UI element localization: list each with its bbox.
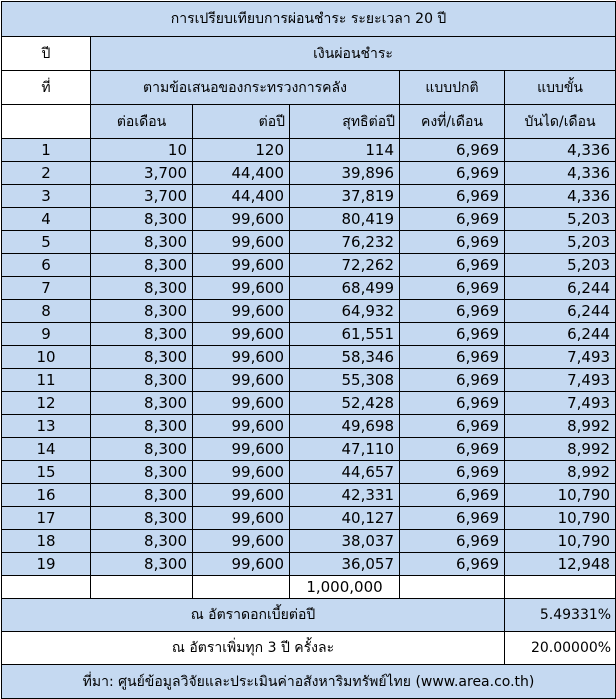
cell-per-year: 99,600	[193, 231, 290, 254]
cell-per-year: 99,600	[193, 369, 290, 392]
table-row	[2, 392, 616, 415]
cell-per-year: 99,600	[193, 208, 290, 231]
table-row	[2, 346, 616, 369]
cell-step: 4,336	[505, 139, 616, 162]
cell-year: 15	[2, 461, 91, 484]
cell-net-per-year: 37,819	[290, 185, 400, 208]
cell-per-month: 8,300	[91, 323, 193, 346]
table-row	[2, 553, 616, 576]
cell-net-per-year: 80,419	[290, 208, 400, 231]
year-header-line2: ที่	[2, 71, 91, 105]
table-row	[2, 323, 616, 346]
cell-per-month: 3,700	[91, 162, 193, 185]
cell-per-year: 120	[193, 139, 290, 162]
cell-year: 16	[2, 484, 91, 507]
cell-net-per-year: 61,551	[290, 323, 400, 346]
cell-per-month: 8,300	[91, 346, 193, 369]
cell-per-year: 99,600	[193, 553, 290, 576]
cell-step: 7,493	[505, 369, 616, 392]
cell-net-per-year: 47,110	[290, 438, 400, 461]
cell-per-month: 8,300	[91, 484, 193, 507]
cell-per-year: 99,600	[193, 438, 290, 461]
table-title: การเปรียบเทียบการผ่อนชำระ ระยะเวลา 20 ปี	[2, 2, 616, 37]
cell-normal: 6,969	[400, 231, 505, 254]
cell-per-month: 3,700	[91, 185, 193, 208]
cell-year: 1	[2, 139, 91, 162]
cell-year: 7	[2, 277, 91, 300]
cell-per-month: 8,300	[91, 438, 193, 461]
cell-per-month: 8,300	[91, 530, 193, 553]
cell-step: 5,203	[505, 254, 616, 277]
cell-per-year: 99,600	[193, 461, 290, 484]
per-year-header: ต่อปี	[193, 105, 290, 139]
total-blank-month	[91, 576, 193, 599]
cell-year: 5	[2, 231, 91, 254]
year-header-blank	[2, 105, 91, 139]
normal-header-line2: คงที่/เดือน	[400, 105, 505, 139]
table-row	[2, 484, 616, 507]
cell-normal: 6,969	[400, 185, 505, 208]
cell-net-per-year: 76,232	[290, 231, 400, 254]
cell-year: 11	[2, 369, 91, 392]
cell-year: 12	[2, 392, 91, 415]
normal-header-line1: แบบปกติ	[400, 71, 505, 105]
cell-per-year: 99,600	[193, 415, 290, 438]
cell-net-per-year: 42,331	[290, 484, 400, 507]
cell-year: 3	[2, 185, 91, 208]
cell-net-per-year: 58,346	[290, 346, 400, 369]
cell-per-month: 8,300	[91, 277, 193, 300]
cell-normal: 6,969	[400, 300, 505, 323]
cell-per-month: 8,300	[91, 208, 193, 231]
cell-normal: 6,969	[400, 392, 505, 415]
increase-rate-value: 20.00000%	[505, 632, 616, 665]
cell-normal: 6,969	[400, 369, 505, 392]
cell-normal: 6,969	[400, 461, 505, 484]
cell-year: 14	[2, 438, 91, 461]
cell-per-year: 99,600	[193, 484, 290, 507]
interest-rate-label: ณ อัตราดอกเบี้ยต่อปี	[2, 599, 505, 632]
total-blank-year	[2, 576, 91, 599]
table-row	[2, 208, 616, 231]
cell-net-per-year: 72,262	[290, 254, 400, 277]
step-header-line2: บันได/เดือน	[505, 105, 616, 139]
cell-step: 6,244	[505, 300, 616, 323]
cell-per-month: 8,300	[91, 369, 193, 392]
comparison-table	[1, 1, 616, 699]
cell-normal: 6,969	[400, 346, 505, 369]
cell-per-month: 8,300	[91, 461, 193, 484]
cell-normal: 6,969	[400, 254, 505, 277]
cell-net-per-year: 49,698	[290, 415, 400, 438]
table-row	[2, 162, 616, 185]
step-header-line1: แบบขั้น	[505, 71, 616, 105]
cell-net-per-year: 38,037	[290, 530, 400, 553]
cell-per-year: 99,600	[193, 392, 290, 415]
cell-step: 7,493	[505, 392, 616, 415]
cell-normal: 6,969	[400, 277, 505, 300]
cell-step: 7,493	[505, 346, 616, 369]
cell-year: 4	[2, 208, 91, 231]
cell-step: 8,992	[505, 438, 616, 461]
cell-year: 8	[2, 300, 91, 323]
cell-year: 9	[2, 323, 91, 346]
cell-step: 8,992	[505, 415, 616, 438]
cell-per-month: 8,300	[91, 415, 193, 438]
cell-per-year: 99,600	[193, 300, 290, 323]
total-blank-normal	[400, 576, 505, 599]
cell-step: 4,336	[505, 162, 616, 185]
cell-net-per-year: 114	[290, 139, 400, 162]
cell-net-per-year: 44,657	[290, 461, 400, 484]
cell-year: 19	[2, 553, 91, 576]
cell-net-per-year: 68,499	[290, 277, 400, 300]
cell-year: 10	[2, 346, 91, 369]
cell-net-per-year: 52,428	[290, 392, 400, 415]
cell-normal: 6,969	[400, 507, 505, 530]
source-note: ที่มา: ศูนย์ข้อมูลวิจัยและประเมินค่าอสังหาริมทรัพย์ไทย (www.area.co.th)	[2, 665, 616, 699]
cell-normal: 6,969	[400, 438, 505, 461]
cell-per-month: 8,300	[91, 254, 193, 277]
cell-per-month: 8,300	[91, 392, 193, 415]
table-row	[2, 139, 616, 162]
table-row	[2, 507, 616, 530]
cell-normal: 6,969	[400, 415, 505, 438]
cell-normal: 6,969	[400, 553, 505, 576]
cell-net-per-year: 39,896	[290, 162, 400, 185]
table-row	[2, 461, 616, 484]
cell-per-year: 44,400	[193, 185, 290, 208]
cell-net-per-year: 55,308	[290, 369, 400, 392]
cell-step: 6,244	[505, 277, 616, 300]
table-row	[2, 185, 616, 208]
cell-step: 8,992	[505, 461, 616, 484]
cell-per-month: 10	[91, 139, 193, 162]
table-row	[2, 415, 616, 438]
cell-net-per-year: 36,057	[290, 553, 400, 576]
cell-normal: 6,969	[400, 208, 505, 231]
cell-normal: 6,969	[400, 139, 505, 162]
increase-rate-label: ณ อัตราเพิ่มทุก 3 ปี ครั้งละ	[2, 632, 505, 665]
cell-step: 10,790	[505, 484, 616, 507]
cell-net-per-year: 40,127	[290, 507, 400, 530]
table-row	[2, 254, 616, 277]
cell-per-year: 44,400	[193, 162, 290, 185]
table-row	[2, 277, 616, 300]
cell-year: 6	[2, 254, 91, 277]
cell-year: 13	[2, 415, 91, 438]
cell-step: 5,203	[505, 208, 616, 231]
cell-step: 10,790	[505, 530, 616, 553]
cell-step: 6,244	[505, 323, 616, 346]
cell-per-year: 99,600	[193, 277, 290, 300]
net-per-year-header: สุทธิต่อปี	[290, 105, 400, 139]
cell-step: 10,790	[505, 507, 616, 530]
table-row	[2, 438, 616, 461]
year-header-line1: ปี	[2, 37, 91, 71]
cell-step: 5,203	[505, 231, 616, 254]
total-blank-year-pay	[193, 576, 290, 599]
ministry-proposal-header: ตามข้อเสนอของกระทรวงการคลัง	[91, 71, 400, 105]
cell-step: 4,336	[505, 185, 616, 208]
cell-per-month: 8,300	[91, 507, 193, 530]
cell-net-per-year: 64,932	[290, 300, 400, 323]
table-row	[2, 369, 616, 392]
table-row	[2, 530, 616, 553]
cell-per-year: 99,600	[193, 254, 290, 277]
cell-per-year: 99,600	[193, 530, 290, 553]
cell-normal: 6,969	[400, 530, 505, 553]
cell-step: 12,948	[505, 553, 616, 576]
table-row	[2, 300, 616, 323]
total-blank-step	[505, 576, 616, 599]
cell-per-month: 8,300	[91, 300, 193, 323]
table-row	[2, 231, 616, 254]
cell-normal: 6,969	[400, 162, 505, 185]
cell-per-year: 99,600	[193, 323, 290, 346]
cell-year: 2	[2, 162, 91, 185]
cell-per-month: 8,300	[91, 231, 193, 254]
cell-per-year: 99,600	[193, 507, 290, 530]
payment-group-header: เงินผ่อนชำระ	[91, 37, 616, 71]
cell-per-month: 8,300	[91, 553, 193, 576]
cell-year: 17	[2, 507, 91, 530]
interest-rate-value: 5.49331%	[505, 599, 616, 632]
cell-normal: 6,969	[400, 484, 505, 507]
cell-normal: 6,969	[400, 323, 505, 346]
cell-per-year: 99,600	[193, 346, 290, 369]
per-month-header: ต่อเดือน	[91, 105, 193, 139]
cell-year: 18	[2, 530, 91, 553]
net-total: 1,000,000	[290, 576, 400, 599]
